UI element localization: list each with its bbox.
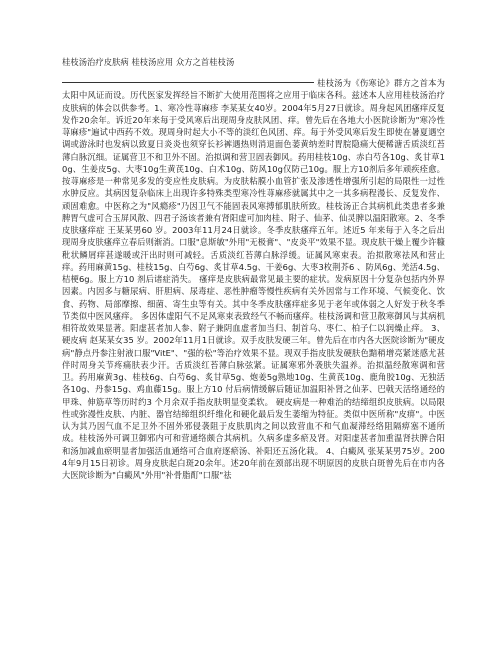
document-body-text: 桂枝汤为《伤寒论》群方之首本为太阳中风证而设。历代医家发挥经旨不断扩大使用范围将之应用于临床各科。兹述本人应用桂枝汤治疗皮肤病的体会以供参考。1、寒冷性荨麻疹 李某某女40岁。2004年5月27日就诊。周身起风团瘙痒反复发作20余年。诉近20年来每于受风寒后出现周身皮肤风团、痒。曾先后在各地大小医院诊断为"寒冷性荨麻疹"遍试中西药不效。现周身时起大小不等的淡红色风团、痒。每于外受风寒后发生即使在暑夏遇空调或游泳时也发病以致夏日炎炎也须穿长衫裤遇热则消退面色萎黄纳差时胃脘隐痛大便稀溏舌质淡红苔薄白脉沉细。证属营卫不和卫外不固。治拟调和营卫固表御风。药用桂枝10g、赤白芍各10g、炙甘草10g、生姜皮5g、大枣10g生黄芪10g、白术10g、防风10g仅防己10g。服上方10剂后多年顽疾痊愈。 按荨麻疹是一种常见多发的变应性皮肤病。为皮肤粘膜小血管扩张及渗透性增强所引起的局限性一过性水肿反应。其病因复杂临床上出现许多特殊类型寒冷性荨麻疹就属其中之一其多病程漫长、反复发作、顽固难愈。中医称之为"风瘾疹"乃因卫气不能固表风寒搏郁肌肤所致。桂枝汤正合其病机此类患者多兼脾胃气虚可合玉屏风散、四君子汤该者兼有肾阳虚可加肉桂、附子、仙茅、仙灵脾以温阳散寒。2、冬季皮肤瘙痒症 王某某男60 岁。2003年11月24日就诊。冬季皮肤瘙痒五年。述近5 年来每于入冬之后出现周身皮肤瘙痒立春后则渐消。口服"息斯敏"外用"无极膏"、"皮炎平"效果不显。现皮肤干燥上覆少许糠秕状鳞屑痒甚遂暖或汗出时则可减轻。舌质淡红苔薄白脉浮缓。证属风寒束表。治拟散寒祛风和营止痒。药用麻黄15g、桂枝15g、白芍6g、炙甘草4.5g、干姜6g、大枣3枚荆芥6 、防风6g、羌活4.5g、桔梗6g。服上方10 剂后诸症消失。 瘙痒是皮肤病最常见最主要的症状。发病原因十分复杂包括内外界因素。内因多与糖尿病、肝胆病、尿毒症、恶性肿瘤等慢性疾病有关外因常与工作环境、气候变化、饮食、药物、局部摩擦、细菌、寄生虫等有关。其中冬季皮肤瘙痒症多见于老年或体弱之人好发于秋冬季节类似中医风瘙痒。 多因体虚阳气不足风寒束表致经气不畅而瘙痒。桂枝汤调和营卫散寒御风与其病机相符故效果显著。阳虚甚者加人参、附子兼阴血虚者加当归、制首乌、枣仁、柏子仁以润燥止痒。 3、硬皮病 赵某某女35 岁。2002年11月1日就诊。双手皮肤发硬三年。曾先后在市内各大医院诊断为"硬皮病"静点丹参注射液口服"VitE"、"强的松"等治疗效果不显。现双手指皮肤发硬肤色黯稍增亮紧迷感尤甚伴时周身关节疼痛肤表少汗。舌质淡红苔薄白脉弦紧。证属寒邪外袭肤失温养。治拟温经散寒调和营卫。药用麻黄3g、桂枝6g、白芍6g、炙甘草5g、炮姜5g熟地10g、生黄芪10g、鹿角胶10g、无独活各10g、丹参15g、鸡血藤15g。服上方10 付后病情缓解后随证加温阳补肾之仙茅、巴戟天活络通经的甲珠、伸筋草等历时约3 个月余双手指皮肤明显变柔软。 硬皮病是一种难治的结缔组织皮肤病。以局限性或弥漫性皮肤、内脏、器官结缔组织纤维化和硬化最后发生萎缩为特征。类似中医所称"皮痹"。中医认为其乃因气血不足卫外不固外邪侵袭阻于皮肤肌肉之间以致营血不和气血凝滞经络阻隔痹塞不通所成。桂枝汤外可调卫御邪内可和营通络颇合其病机。久病多虚多瘀及肾。对阳虚甚者加重温肾扶脾合阳和汤加减血瘀明显者加强活血通络可合血府逐瘀汤、补阳还五汤化栽。 4、白癜风 张某某男75岁。2004年9月15日初诊。周身皮肤起白斑20余年。述20年前在颈部出现不明原因的皮肤白斑曾先后在市内各大医院诊断为"白癜风"外用"补骨脂酊"口服"祛 [62,78,445,480]
document-body [62,77,445,481]
document-title: 桂枝汤治疗皮肤病 桂枝汤应用 众方之首桂枝汤 [62,57,235,67]
